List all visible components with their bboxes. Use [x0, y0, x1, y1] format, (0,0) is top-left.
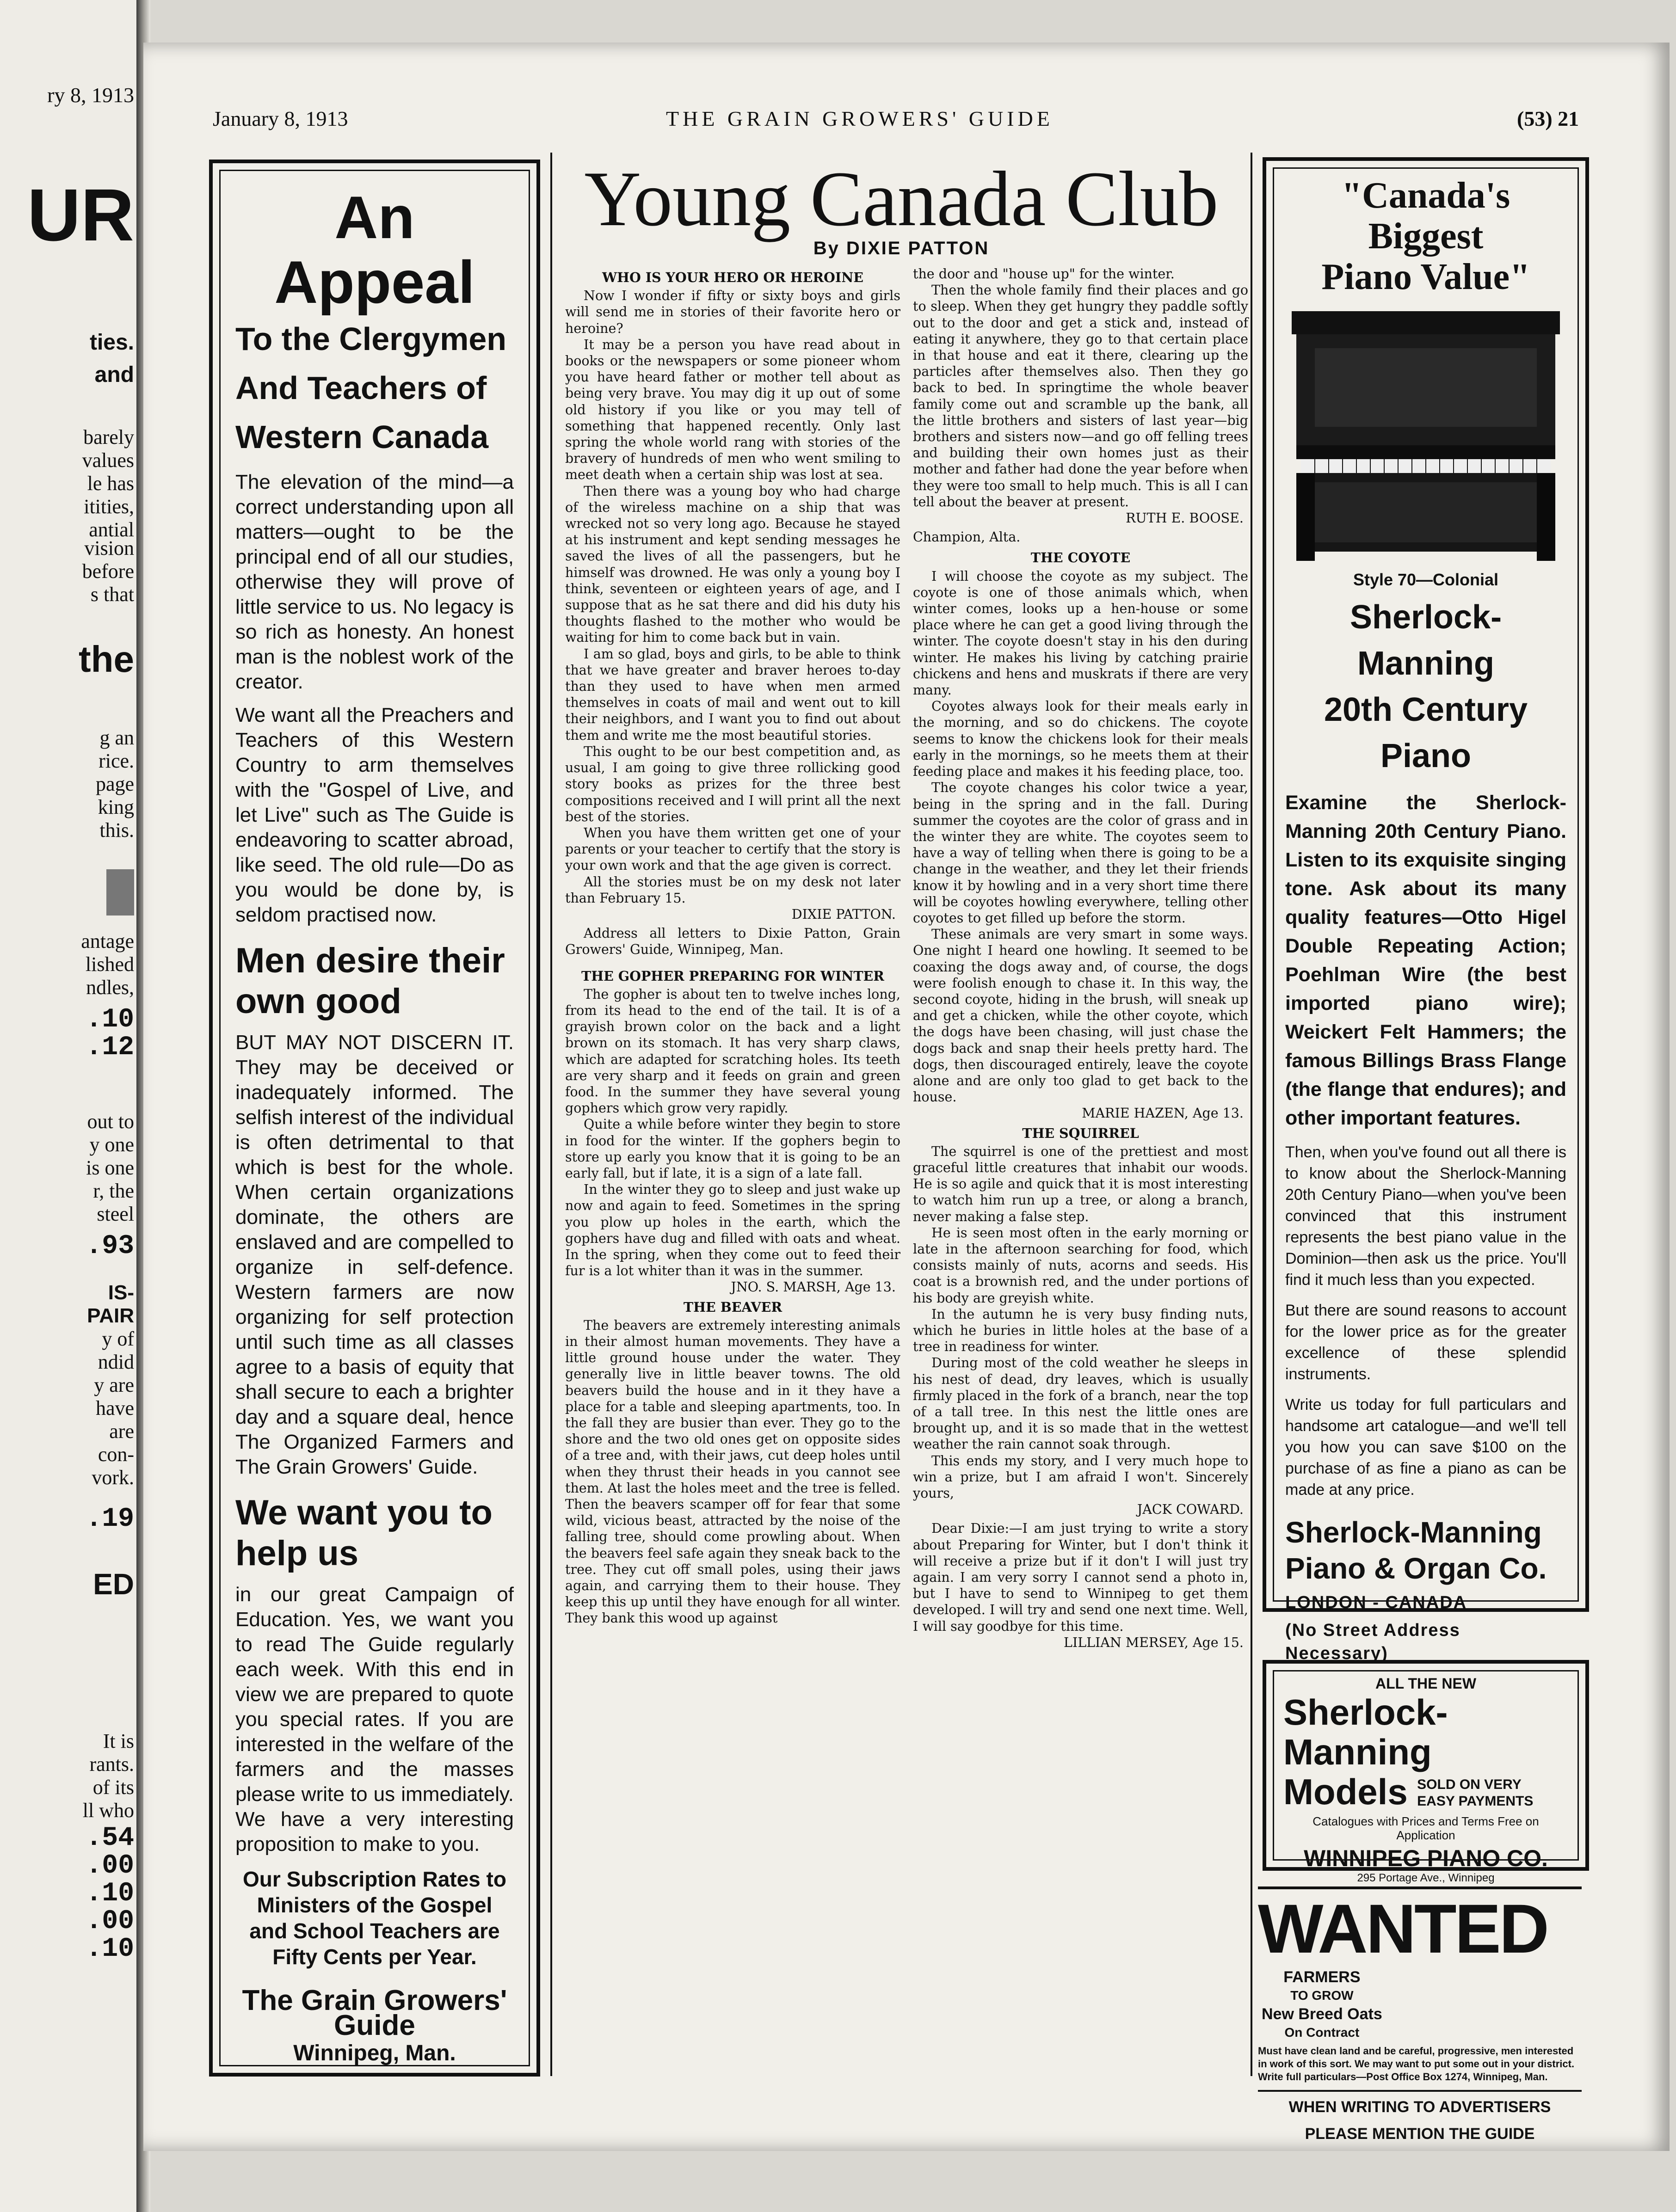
paragraph: It may be a person you have read about in books or the newspapers or some pioneer whom you have heard father or mother tell about as being very brave. You may dig it up out of some old history if you like or you may tell of something that happened recently. Only last spring the whole world rang with stories of the bravery of hundreds of men who went smiling to meet death when a certain ship was lost at sea.: [565, 337, 900, 483]
prev-frag7-b: PAIR: [87, 1304, 134, 1327]
paragraph: Address all letters to Dixie Patton, Grain Growers' Guide, Winnipeg, Man.: [565, 926, 900, 958]
prev-frag8-f: con-: [98, 1443, 134, 1466]
appeal-subtitle-1: To the Clergymen: [235, 321, 507, 357]
wanted-side-3: New Breed Oats: [1262, 2005, 1382, 2023]
models-name-1: Sherlock-Manning: [1283, 1692, 1448, 1772]
appeal-location: Winnipeg, Man.: [293, 2041, 456, 2065]
product-title-1: Sherlock-Manning: [1349, 599, 1502, 682]
prev-num-1: .54: [86, 1823, 134, 1853]
prev-frag5-b: lished: [85, 953, 134, 976]
wanted-side-1: FARMERS: [1283, 1968, 1361, 1986]
paragraph: I am so glad, boys and girls, to be able to think that we have greater and braver heroes to-day than they used to have when men armed themselves in coats of mail and went out to kill their neighbors, and I want you to find out about them and write me the most beautiful stories.: [565, 646, 900, 743]
catalogue-note: Catalogues with Prices and Terms Free on Application: [1312, 1814, 1539, 1842]
article-column-2: [913, 266, 1248, 1653]
paragraph: In the autumn he is very busy finding nuts, which he buries in little holes at the base of a tree in readiness for winter.: [913, 1306, 1248, 1355]
paragraph: When you have them written get one of your parents or your teacher to certify that the story is your own work and that the age given is correct.: [565, 825, 900, 873]
prev-frag2-a: barely: [83, 426, 134, 449]
appeal-signature: The Grain Growers' Guide: [242, 1985, 507, 2041]
wanted-side-2: TO GROW: [1290, 1988, 1354, 2003]
paragraph: Then there was a young boy who had charge of the wireless machine on a ship that was wrecked not so very long ago. Because he stayed at his instrument and kept sending messages he saved the lives of all the passengers, but he himself was drowned. He was only a young boy I think, seventeen or eighteen years of age, and I suppose that as he sat there and did his duty his thoughts flashed to the mother who would be waiting for him to come back but in vain.: [565, 483, 900, 645]
prev-frag7-a: IS-: [108, 1281, 134, 1304]
prev-num-5: .10: [86, 1934, 134, 1964]
dealer-name: WINNIPEG PIANO CO.: [1304, 1845, 1548, 1871]
paragraph: The gopher is about ten to twelve inches long, from its head to the end of the tail. It is of a grayish brown color on the back and a light brown on its stomach. It has very sharp claws, which are adapted for scratching holes. Its teeth are very sharp and it feeds on grain and green food. In the summer they have several young gophers which grow very rapidly.: [565, 986, 900, 1116]
models-advertisement: [1263, 1660, 1589, 1884]
paragraph: The coyote changes his color twice a year, being in the spring and in the fall. During summer the coyotes are the color of grass and in the winter they are white. The coyotes seem to have a way of telling when there is going to be a change in the weather, and they let their friends know it by howling and in a very short time there will be coyotes howling everywhere, telling other coyotes to get filled up before the storm.: [913, 780, 1248, 926]
young-canada-club-article: [550, 153, 1252, 2076]
article-title: Young Canada Club: [584, 155, 1219, 242]
prev-frag4-b: rice.: [99, 750, 134, 772]
prev-frag4-e: this.: [99, 819, 134, 842]
piano-style: Style 70—Colonial: [1353, 570, 1499, 589]
company-address: (No Street Address Necessary): [1285, 1621, 1460, 1663]
ad-paragraph-4: Write us today for full particulars and handsome art catalogue—and we'll tell you how you can save $100 on the purchase of as fine a piano as can be made at any price.: [1285, 1396, 1566, 1499]
previous-page-strip: [0, 0, 139, 2212]
appeal-subtitle-2: And Teachers of: [235, 370, 487, 406]
prev-frag6-b: y one: [89, 1133, 134, 1156]
article-column-1: [565, 266, 900, 1627]
wanted-headline: WANTED: [1258, 1890, 1547, 1967]
appeal-advertisement: [209, 160, 540, 2077]
prev-frag4-a: g an: [99, 726, 134, 749]
heading-hero: WHO IS YOUR HERO OR HEROINE: [602, 270, 863, 285]
wanted-body: Must have clean land and be careful, progressive, men interested in work of this sort. We may want to put some out in your district. Write full particulars—Post Office Box 1274, Winnipeg, Man.: [1258, 2045, 1575, 2083]
prev-frag6-d: r, the: [93, 1180, 134, 1202]
prev-frag4-c: page: [95, 773, 134, 795]
prev-frag9-d: ll who: [82, 1799, 134, 1822]
paragraph: He is seen most often in the early morning or late in the afternoon searching for food, which consists mainly of nuts, acorns and seeds. His coat is a brownish red, and the under portions of his body are greyish white.: [913, 1225, 1248, 1306]
paragraph: These animals are very smart in some ways. One night I heard one howling. It seemed to be coaxing the dogs away and, of course, the dogs were foolish enough to chase it. In this way, the second coyote, hiding in the brush, will sneak up and get a chicken, while the other coyote, which the dogs have been chasing, will just chase the dogs back and snap their heels pretty hard. The dogs, then discouraged entirely, leave the coyote alone and are only too glad to get back to the house.: [913, 927, 1248, 1105]
ad-paragraph-3: But there are sound reasons to account for the lower price as for the greater excellence of these splendid instruments.: [1285, 1302, 1566, 1383]
prev-frag2-c: le has: [87, 472, 134, 495]
ad-body: Examine the Sherlock-Manning 20th Century Piano. Listen to its exquisite singing tone. Ask about its many quality features—Otto Higel Double Repeating Action; Poehlman Wire (the best imported piano wire); Weickert Felt Hammers; the famous Billings Brass Flange (the flange that endures); and other important features.: [1285, 792, 1566, 1129]
page-number: (53) 21: [1517, 107, 1579, 130]
paragraph: The squirrel is one of the prettiest and most graceful little creatures that inhabit our woods. He is so agile and quick that it is most interesting to watch him run up a tree, or along a branch, never making a false step.: [913, 1143, 1248, 1224]
prev-frag8-a: y of: [102, 1327, 134, 1350]
signature: JNO. S. MARSH, Age 13.: [731, 1279, 896, 1295]
models-name-2: Models: [1283, 1771, 1408, 1812]
notice-line-1: WHEN WRITING TO ADVERTISERS: [1288, 2098, 1551, 2116]
prev-ed: ED: [93, 1567, 134, 1601]
ad-paragraph-2: Then, when you've found out all there is to know about the Sherlock-Manning 20th Century Piano—when you've been convinced that this instrument represents the best piano value in the Dominion—then ask us the price. You'll find it much less than you expected.: [1285, 1143, 1566, 1289]
subscription-rates: Our Subscription Rates to Ministers of the Gospel and School Teachers are Fifty Cents per Year.: [243, 1867, 506, 1969]
ad-headline-1: "Canada's Biggest: [1341, 175, 1510, 257]
prev-n3: .93: [86, 1231, 134, 1261]
prev-frag8-d: have: [95, 1397, 134, 1419]
heading-beaver: THE BEAVER: [683, 1299, 783, 1315]
prev-frag1-b: and: [94, 363, 134, 387]
prev-n4: .19: [86, 1504, 134, 1534]
wanted-advertisement: [1258, 1886, 1582, 2145]
paragraph: Now I wonder if fifty or sixty boys and girls will send me in stories of their favorite hero or heroine?: [565, 288, 900, 336]
page-date: January 8, 1913: [213, 107, 348, 130]
company-city: LONDON - CANADA: [1285, 1593, 1467, 1612]
paragraph: All the stories must be on my desk not later than February 15.: [565, 874, 900, 906]
prev-frag5-a: antage: [81, 930, 134, 952]
prev-frag2-e: antial: [89, 518, 134, 541]
appeal-paragraph-3: BUT MAY NOT DISCERN IT. They may be deceived or inadequately informed. The selfish interest of the individual is often detrimental to that which is best for the whole. When certain organizations dominate, the others are enslaved and are compelled to organize in self-defence. Western farmers are now organizing for self protection until such time as all classes agree to a basis of equity that shall secure to each a brighter day and a square deal, hence The Organized Farmers and The Grain Growers' Guide.: [235, 1031, 514, 1478]
prev-frag6-e: steel: [97, 1203, 134, 1225]
paragraph: Then the whole family find their places and go to sleep. When they get hungry they paddle softly out to the door and get a stick and, instead of eating it anywhere, they go to that certain place in that house and eat it there, clearing up the particles after themselves also. Then they go back to bed. In springtime the whole beaver family come out and scramble up the bank, all the little brothers and sisters of last year—big brothers and sisters now—and go off felling trees and building their own homes just as their mother and father had done the year before when they were too small to help much. This is all I can tell about the beaver at present.: [913, 283, 1248, 510]
prev-frag9-a: It is: [103, 1730, 134, 1752]
paragraph: The beavers are extremely interesting animals in their almost human movements. They have a little ground house under the water. They generally live in little beaver towns. The old beavers build the house and in it they have a place for a table and sleeping apartments, too. In the fall they are busier than ever. They go to the shore and the two old ones get on opposite sides of a tree and, with their jaws, cut deep holes until when they thrust their heads in you cannot see them. At last the holes meet and the tree is felled. Then the beavers scamper off for fear that some wild, vicious beast, attracted by the noise of the falling tree, should come prowling about. When the beavers feel safe again they sneak back to the tree. They cut off small poles, using their jaws again, and carrying them to their house. They keep this up until they have enough for all winter. They bank this wood up against: [565, 1317, 900, 1626]
publication-title: THE GRAIN GROWERS' GUIDE: [666, 107, 1054, 130]
sold-line-1: SOLD ON VERY: [1417, 1777, 1522, 1792]
signature: JACK COWARD.: [1137, 1502, 1244, 1518]
appeal-paragraph-4: in our great Campaign of Education. Yes, we want you to read The Guide regularly each week. With this end in view we are prepared to quote you special rates. If you are interested in the welfare of the farmers and the masses please write to us immediately. We have a very interesting proposition to make to you.: [235, 1583, 514, 1856]
heading-coyote: THE COYOTE: [1030, 550, 1131, 566]
prev-frag6-c: is one: [86, 1156, 134, 1179]
paragraph: the door and "house up" for the winter.: [913, 266, 1175, 282]
paragraph: This ought to be our best competition and, as usual, I am going to give three rollicking good story books as prizes for the three best compositions received and I will print all the next best of the stories.: [565, 743, 900, 824]
signature: LILLIAN MERSEY, Age 15.: [1064, 1634, 1244, 1650]
prev-frag3-b: before: [82, 560, 134, 583]
models-kicker: ALL THE NEW: [1375, 1675, 1477, 1692]
prev-n1: .10: [86, 1005, 134, 1035]
divider: [1258, 2090, 1582, 2092]
appeal-paragraph-2: We want all the Preachers and Teachers of this Western Country to arm themselves with the "Gospel of Live, and let Live" such as The Guide is endeavoring to scatter abroad, like seed. The old rule—Do as you would be done by, is seldom practised now.: [235, 704, 514, 926]
prev-the: the: [79, 639, 134, 680]
prev-n2: .12: [86, 1032, 134, 1063]
prev-num-4: .00: [86, 1906, 134, 1936]
divider: [1258, 1886, 1582, 1889]
dealer-address: 295 Portage Ave., Winnipeg: [1357, 1872, 1495, 1884]
wanted-side-4: On Contract: [1284, 2025, 1360, 2040]
prev-ur: UR: [27, 173, 134, 256]
paragraph: In the winter they go to sleep and just wake up now and again to feed. Sometimes in the spring you plow up holes in the earth, which the gophers have dug and filled with oats and wheat. In the spring, when they come out to feed their fur is a lot whiter than it was in the summer.: [565, 1182, 900, 1279]
prev-num-2: .00: [86, 1851, 134, 1881]
prev-frag8-b: ndid: [98, 1351, 134, 1373]
prev-image: [106, 869, 134, 916]
paragraph: Dear Dixie:—I am just trying to write a story about Preparing for Winter, but I don't think it will receive a prize but if it don't I will just try again. I am very sorry I cannot send a photo in, but I have to send to Winnipeg to get them developed. I will try and send one next time. Well, I will say goodbye for this time.: [913, 1521, 1248, 1634]
piano-advertisement: [1263, 157, 1589, 1663]
paragraph: This ends my story, and I very much hope to win a prize, but I am afraid I won't. Sincerely yours,: [913, 1453, 1248, 1501]
article-byline: By DIXIE PATTON: [813, 238, 990, 258]
paragraph: During most of the cold weather he sleeps in his nest of dead, dry leaves, which is usually firmly placed in the fork of a branch, near the top of a tall tree. In this nest the little ones are brought up, and it is so made that in the wettest weather the rain cannot soak through.: [913, 1355, 1248, 1452]
prev-frag5-c: ndles,: [86, 976, 134, 999]
heading-squirrel: THE SQUIRREL: [1022, 1125, 1139, 1141]
appeal-heading-2: Men desire their own good: [235, 941, 505, 1021]
prev-frag6-a: out to: [87, 1110, 134, 1133]
signature: DIXIE PATTON.: [791, 906, 896, 922]
prev-frag1-a: ties.: [89, 330, 134, 355]
paragraph: Coyotes always look for their meals early in the morning, and so do chickens. The coyote seems to know the chickens look for their meals early in the mornings, so he meets them at their feeding place and makes it his feeding place, too.: [913, 699, 1248, 780]
prev-date: ry 8, 1913: [47, 83, 134, 107]
paragraph: I will choose the coyote as my subject. The coyote is one of those animals which, when winter comes, looks up a hen-house or some place where he can get a good living through the winter. The coyote doesn't stay in his den during winter. He makes his living by catching prairie chickens and hens and muskrats if there are very many.: [913, 568, 1248, 698]
piano-illustration: [1287, 307, 1565, 565]
ad-headline-2: Piano Value": [1321, 257, 1530, 297]
product-title-3: Piano: [1380, 737, 1472, 774]
company-name: Sherlock-Manning Piano & Organ Co.: [1285, 1516, 1547, 1585]
appeal-subtitle-3: Western Canada: [235, 419, 489, 455]
prev-num-3: .10: [86, 1879, 134, 1909]
appeal-paragraph-1: The elevation of the mind—a correct understanding upon all matters—ought to be the principal end of all our studies, otherwise they will prove of little service to us. No legacy is so rich as honesty. An honest man is the noblest work of the creator.: [235, 471, 514, 693]
product-title-2: 20th Century: [1324, 691, 1528, 728]
prev-frag8-e: are: [109, 1420, 134, 1443]
prev-frag2-d: itities,: [84, 495, 134, 518]
appeal-title: An Appeal: [274, 184, 475, 316]
heading-gopher: THE GOPHER PREPARING FOR WINTER: [581, 968, 884, 984]
signature: RUTH E. BOOSE.: [1126, 510, 1244, 526]
prev-frag8-g: vork.: [92, 1466, 134, 1489]
prev-frag4-d: king: [98, 796, 134, 818]
prev-frag3-a: vision: [84, 537, 134, 559]
paragraph: Quite a while before winter they begin to store in food for the winter. If the gophers begin to store up early you know that it is going to be an early fall, but if late, it is a sign of a late fall.: [565, 1117, 900, 1181]
sold-line-2: EASY PAYMENTS: [1417, 1794, 1534, 1809]
location: Champion, Alta.: [913, 529, 1021, 545]
prev-frag8-c: y are: [94, 1374, 134, 1396]
prev-frag3-c: s that: [90, 583, 134, 606]
prev-frag9-c: of its: [92, 1776, 134, 1799]
prev-frag2-b: values: [82, 449, 134, 472]
appeal-heading-3: We want you to help us: [235, 1493, 493, 1573]
prev-frag9-b: rants.: [89, 1753, 134, 1776]
signature: MARIE HAZEN, Age 13.: [1082, 1106, 1244, 1121]
notice-line-2: PLEASE MENTION THE GUIDE: [1305, 2125, 1535, 2143]
